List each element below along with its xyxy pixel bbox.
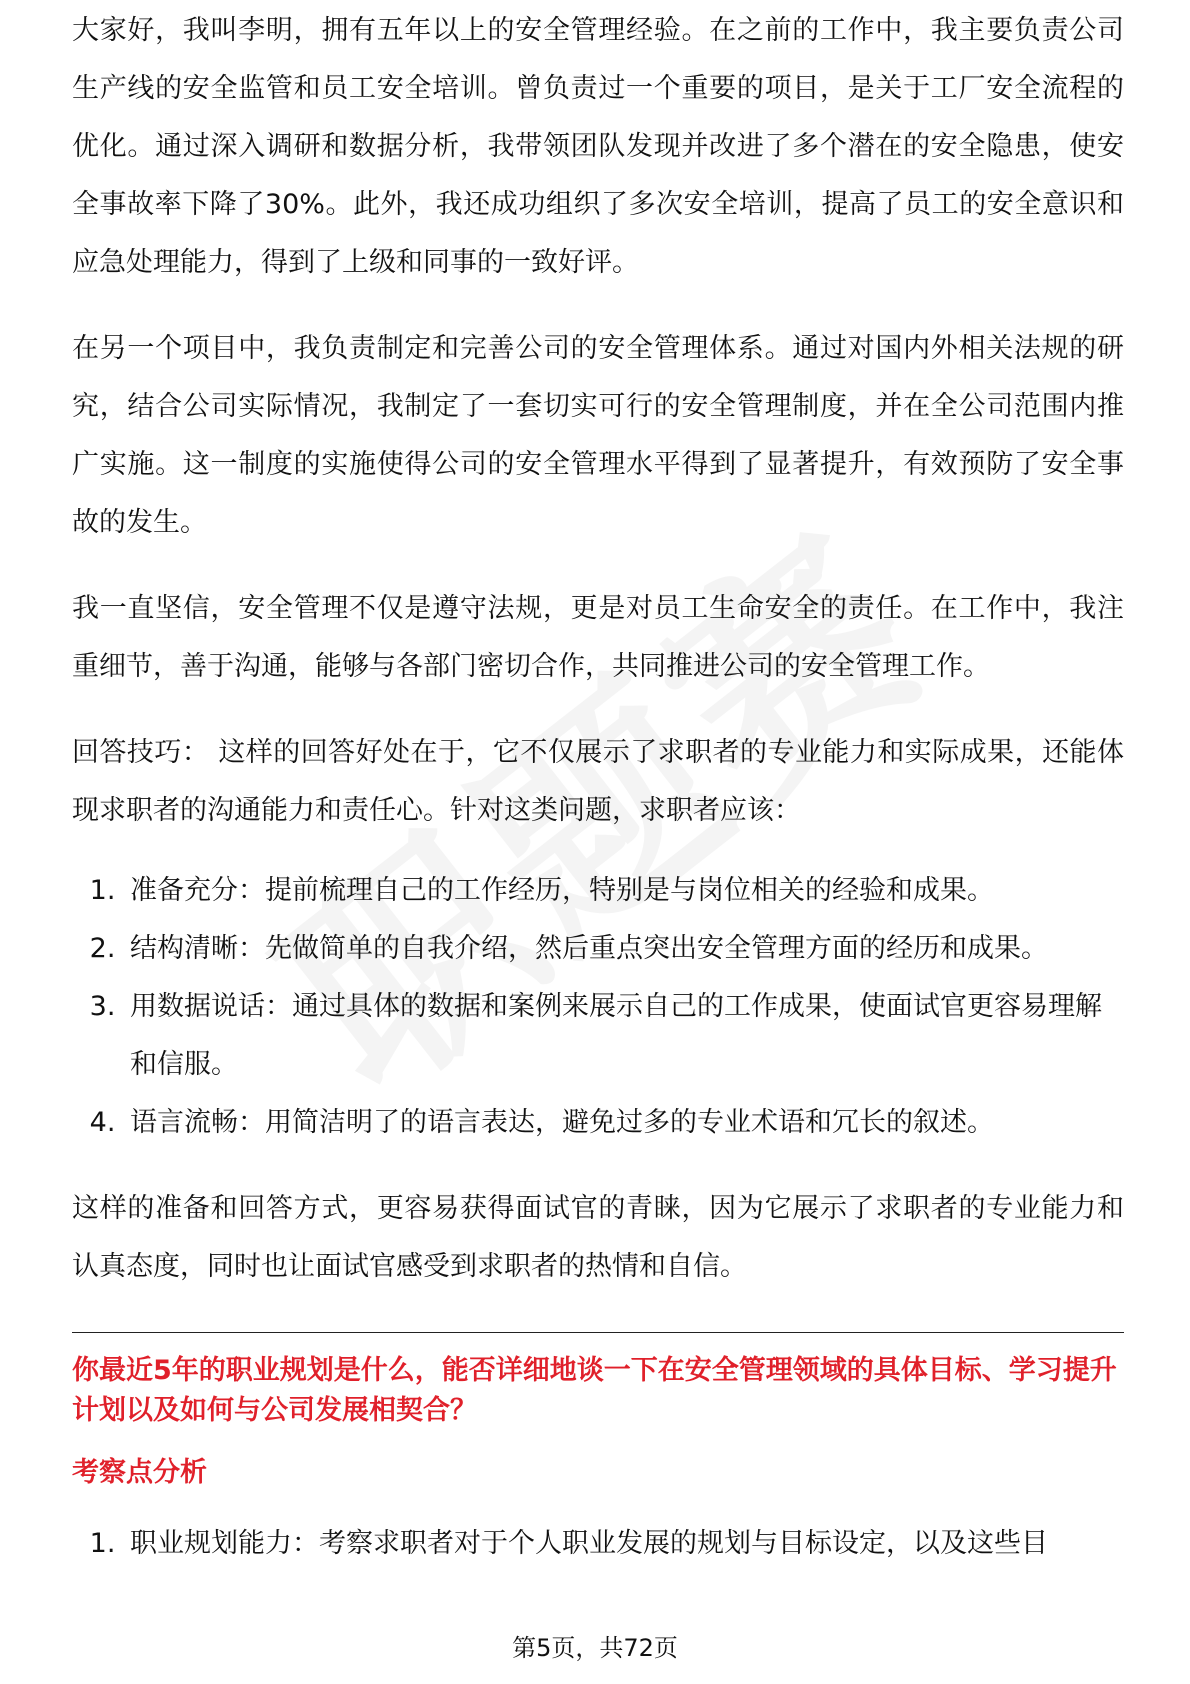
answer-paragraph-2: 在另一个项目中，我负责制定和完善公司的安全管理体系。通过对国内外相关法规的研究，结合公司实际情况，我制定了一套切实可行的安全管理制度，并在全公司范围内推广实施。这一制度的实施使得公司的安全管理水平得到了显著提升，有效预防了安全事故的发生。 [72, 333, 1124, 538]
document-body [72, 15, 1124, 1573]
interview-question: 你最近5年的职业规划是什么，能否详细地谈一下在安全管理领域的具体目标、学习提升计划以及如何与公司发展相契合？ [72, 1355, 1117, 1426]
answer-tips-intro: 回答技巧： 这样的回答好处在于，它不仅展示了求职者的专业能力和实际成果，还能体现求职者的沟通能力和责任心。针对这类问题，求职者应该： [72, 737, 1124, 826]
analysis-heading: 考察点分析 [72, 1457, 207, 1488]
analysis-list [72, 1515, 1124, 1573]
answer-paragraph-3: 我一直坚信，安全管理不仅是遵守法规，更是对员工生命安全的责任。在工作中，我注重细节，善于沟通，能够与各部门密切合作，共同推进公司的安全管理工作。 [72, 593, 1124, 682]
page-number: 第5页，共72页 [512, 1634, 678, 1662]
list-item: 4. 语言流畅：用简洁明了的语言表达，避免过多的专业术语和冗长的叙述。 [124, 1094, 1124, 1152]
list-item: 2. 结构清晰：先做简单的自我介绍，然后重点突出安全管理方面的经历和成果。 [124, 920, 1124, 978]
list-item: 1. 职业规划能力：考察求职者对于个人职业发展的规划与目标设定，以及这些目 [124, 1515, 1124, 1573]
section-divider [72, 1332, 1124, 1333]
answer-paragraph-1: 大家好，我叫李明，拥有五年以上的安全管理经验。在之前的工作中，我主要负责公司生产线的安全监管和员工安全培训。曾负责过一个重要的项目，是关于工厂安全流程的优化。通过深入调研和数据分析，我带领团队发现并改进了多个潜在的安全隐患，使安全事故率下降了30%。此外，我还成功组织了多次安全培训，提高了员工的安全意识和应急处理能力，得到了上级和同事的一致好评。 [72, 15, 1124, 278]
summary-paragraph: 这样的准备和回答方式，更容易获得面试官的青睐，因为它展示了求职者的专业能力和认真态度，同时也让面试官感受到求职者的热情和自信。 [72, 1193, 1124, 1282]
list-item: 3. 用数据说话：通过具体的数据和案例来展示自己的工作成果，使面试官更容易理解和信服。 [124, 978, 1124, 1094]
list-item: 1. 准备充分：提前梳理自己的工作经历，特别是与岗位相关的经验和成果。 [124, 862, 1124, 920]
tips-list [72, 862, 1124, 1152]
